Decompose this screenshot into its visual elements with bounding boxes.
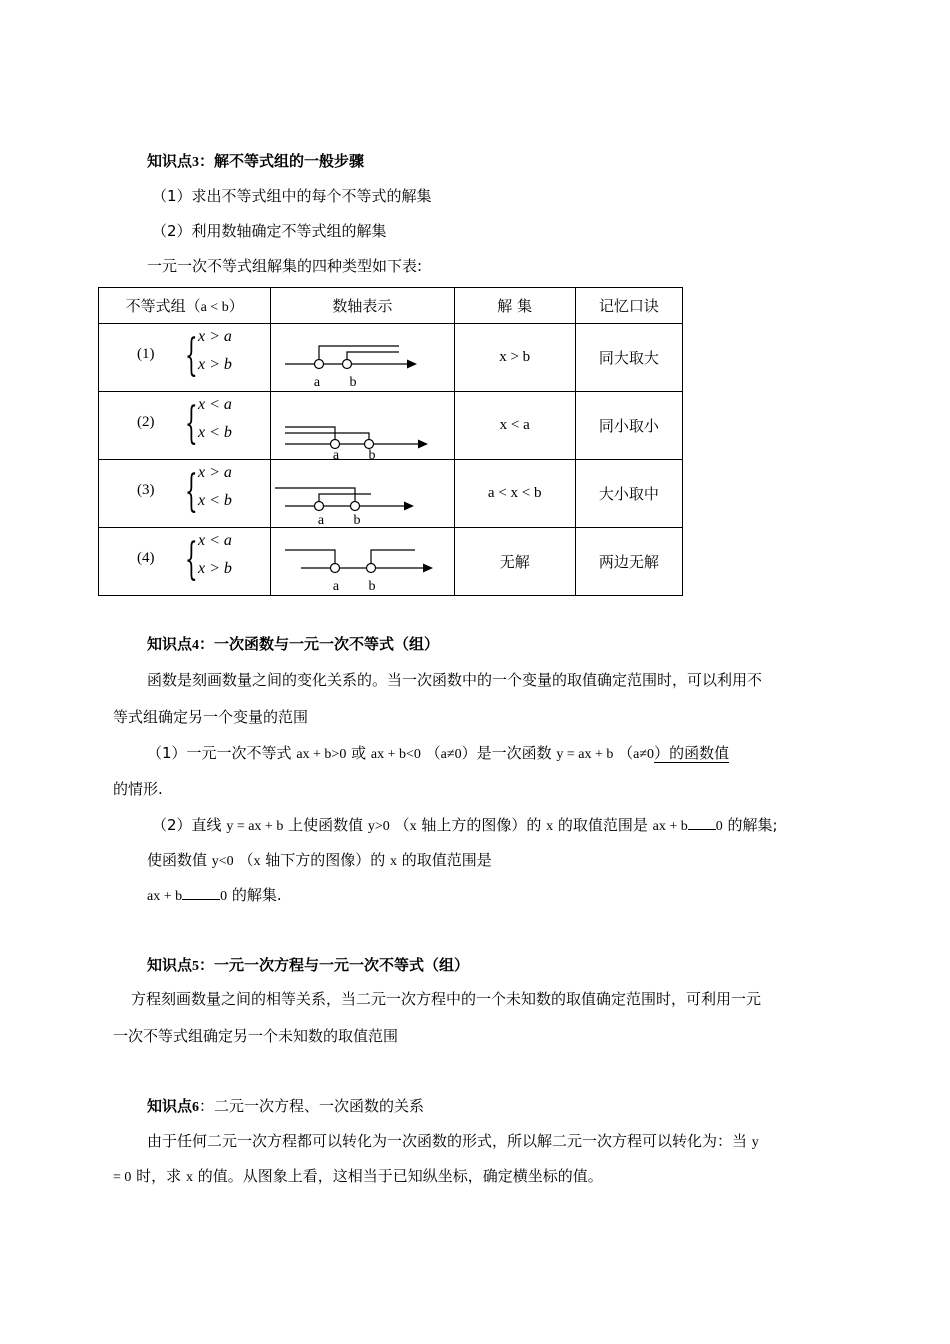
kp4-para-line-2: 等式组确定另一个变量的范围 xyxy=(113,708,309,726)
kp4-item-1-line-2: 的情形. xyxy=(113,780,163,798)
math-expr: y<0 xyxy=(211,854,234,869)
tick-label-a: a xyxy=(333,579,340,594)
text: 时，求 xyxy=(131,1167,186,1185)
kp6-num: 6 xyxy=(192,1100,200,1115)
math-expr: y = ax + b xyxy=(556,747,614,762)
mnemonic-cell: 大小取中 xyxy=(575,460,682,528)
math-expr: a≠0 xyxy=(440,747,462,762)
kp3-num: 3 xyxy=(192,155,200,170)
kp5-heading xyxy=(147,955,469,977)
math-expr: x xyxy=(409,819,417,834)
tick-label-b: b xyxy=(368,448,376,460)
text: 使函数值 xyxy=(147,851,212,869)
table-row xyxy=(99,324,683,392)
kp4-item-2-line-3 xyxy=(147,885,282,907)
text: 的解集; xyxy=(722,816,778,834)
range-x-lt-b xyxy=(285,433,369,439)
table-row xyxy=(99,528,683,596)
kp3-title: ：解不等式组的一般步骤 xyxy=(199,152,365,170)
kp3-heading xyxy=(147,151,364,173)
brace-symbol: { xyxy=(185,398,198,449)
inequality-table xyxy=(98,287,683,596)
system-cell xyxy=(99,324,271,392)
number-line-diagram xyxy=(271,324,454,392)
kp6-title: ：二元一次方程、一次函数的关系 xyxy=(199,1097,425,1115)
inequality-1: x > a xyxy=(198,328,232,345)
tick-label-a: a xyxy=(333,448,340,460)
inequality-2: x < b xyxy=(198,424,232,441)
text: ）的函数值 xyxy=(654,744,730,762)
math-expr: x xyxy=(390,854,398,869)
kp4-item-2 xyxy=(152,815,778,837)
table-row xyxy=(99,460,683,528)
number-line-cell xyxy=(271,528,454,596)
solution-cell: x < a xyxy=(454,392,575,460)
range-x-gt-b xyxy=(371,550,415,563)
kp5-num: 5 xyxy=(192,959,200,974)
kp3-step-1-num: （1） xyxy=(152,187,192,205)
axis-arrow xyxy=(423,564,433,573)
kp3-intro: 一元一次不等式组解集的四种类型如下表: xyxy=(147,257,423,275)
kp5-line-1: 方程刻画数量之间的相等关系，当二元一次方程中的一个未知数的取值确定范围时，可利用一元 xyxy=(131,990,762,1008)
header-number-line: 数轴表示 xyxy=(271,288,454,324)
text: 轴下方的图像）的 xyxy=(260,851,391,869)
header-solution: 解 集 xyxy=(454,288,575,324)
open-point-a xyxy=(315,502,324,511)
math-expr: 0 xyxy=(220,889,228,904)
row-label: (1) xyxy=(137,346,155,362)
kp6-line-2 xyxy=(113,1166,603,1188)
text: 的取值范围是 xyxy=(553,816,653,834)
math-expr: x xyxy=(185,1170,193,1185)
kp4-label: 知识点 xyxy=(147,635,193,653)
text: （1）一元一次不等式 xyxy=(147,744,297,762)
text: （ xyxy=(389,816,410,834)
brace-symbol: { xyxy=(185,330,198,381)
number-line-cell xyxy=(271,324,454,392)
kp6-label: 知识点 xyxy=(147,1097,193,1115)
math-expr: ax + b xyxy=(147,889,183,904)
tick-label-b: b xyxy=(353,513,361,528)
kp5-line-2: 一次不等式组确定另一个未知数的取值范围 xyxy=(113,1027,399,1045)
kp3-step-2 xyxy=(152,221,387,241)
number-line-cell xyxy=(271,392,454,460)
kp3-step-2-text: 利用数轴确定不等式组的解集 xyxy=(191,222,387,240)
range-x-gt-a xyxy=(319,494,371,501)
mnemonic-cell: 两边无解 xyxy=(575,528,682,596)
text: ）是一次函数 xyxy=(461,744,557,762)
inequality-1: x < a xyxy=(198,532,232,549)
table-header-row xyxy=(99,288,683,324)
system-cell xyxy=(99,392,271,460)
range-x-gt-b xyxy=(347,352,399,359)
text: 轴上方的图像）的 xyxy=(416,816,547,834)
kp4-para-line-1: 函数是刻画数量之间的变化关系的。当一次函数中的一个变量的取值确定范围时，可以利用不 xyxy=(147,671,763,689)
inequality-2: x > b xyxy=(198,560,232,577)
brace-symbol: { xyxy=(185,466,198,517)
text: 上使函数值 xyxy=(283,816,368,834)
text: 由于任何二元一次方程都可以转化为一次函数的形式，所以解二元一次方程可以转化为：当 xyxy=(147,1132,752,1150)
open-point-b xyxy=(351,502,360,511)
math-expr: x xyxy=(546,819,554,834)
brace-symbol: { xyxy=(185,534,198,585)
system-cell xyxy=(99,460,271,528)
open-point-b xyxy=(343,360,352,369)
axis-arrow xyxy=(418,440,428,449)
fill-blank[interactable] xyxy=(182,899,220,900)
kp6-heading xyxy=(147,1096,424,1118)
row-label: (4) xyxy=(137,550,155,566)
math-expr: ax + b xyxy=(652,819,688,834)
math-expr: y xyxy=(751,1135,759,1150)
axis-arrow xyxy=(404,502,414,511)
header-mnemonic: 记忆口诀 xyxy=(575,288,682,324)
tick-label-a: a xyxy=(318,513,325,528)
text: （ xyxy=(613,744,634,762)
math-expr: y>0 xyxy=(367,819,390,834)
open-point-a xyxy=(315,360,324,369)
mnemonic-cell: 同大取大 xyxy=(575,324,682,392)
math-expr: 0 xyxy=(715,819,723,834)
range-x-lt-a xyxy=(285,550,335,563)
kp3-label: 知识点 xyxy=(147,152,193,170)
math-expr: a≠0 xyxy=(633,747,655,762)
tick-label-b: b xyxy=(368,579,376,594)
text: （ xyxy=(420,744,441,762)
kp5-label: 知识点 xyxy=(147,956,193,974)
open-point-b xyxy=(367,564,376,573)
solution-cell: a < x < b xyxy=(454,460,575,528)
tick-label-a: a xyxy=(314,375,321,390)
kp3-step-2-num: （2） xyxy=(152,222,192,240)
kp3-step-1 xyxy=(152,186,432,206)
fill-blank[interactable] xyxy=(688,829,716,830)
kp4-num: 4 xyxy=(192,638,200,653)
solution-cell: 无解 xyxy=(454,528,575,596)
header-system-text: 不等式组（ xyxy=(125,297,201,315)
open-point-a xyxy=(331,564,340,573)
header-system xyxy=(99,288,271,324)
math-expr: y = ax + b xyxy=(226,819,284,834)
system-cell xyxy=(99,528,271,596)
math-expr: = 0 xyxy=(113,1170,132,1185)
inequality-1: x < a xyxy=(198,396,232,413)
text: 或 xyxy=(346,744,371,762)
math-expr: ax + b>0 xyxy=(296,747,347,762)
text: （2）直线 xyxy=(152,816,227,834)
row-label: (3) xyxy=(137,482,155,498)
kp6-line-1 xyxy=(147,1131,759,1153)
kp4-title: ：一次函数与一元一次不等式（组） xyxy=(199,635,440,653)
mnemonic-cell: 同小取小 xyxy=(575,392,682,460)
number-line-diagram xyxy=(271,528,454,596)
inequality-1: x > a xyxy=(198,464,232,481)
math-expr: ax + b<0 xyxy=(370,747,421,762)
inequality-2: x < b xyxy=(198,492,232,509)
text: 的值。从图象上看，这相当于已知纵坐标，确定横坐标的值。 xyxy=(192,1167,603,1185)
kp4-item-1 xyxy=(147,743,729,765)
solution-cell: x > b xyxy=(454,324,575,392)
math-expr: x xyxy=(253,854,261,869)
header-system-close: ） xyxy=(228,297,244,315)
number-line-cell xyxy=(271,460,454,528)
tick-label-b: b xyxy=(349,375,357,390)
text: 的取值范围是 xyxy=(397,851,492,869)
text: 的解集. xyxy=(227,886,282,904)
kp3-step-1-text: 求出不等式组中的每个不等式的解集 xyxy=(191,187,432,205)
axis-arrow xyxy=(407,360,417,369)
row-label: (2) xyxy=(137,414,155,430)
number-line-diagram xyxy=(271,392,454,460)
kp4-item-2-line-2 xyxy=(147,850,492,872)
number-line-diagram xyxy=(271,460,454,528)
table-row xyxy=(99,392,683,460)
kp4-heading xyxy=(147,634,439,656)
inequality-2: x > b xyxy=(198,356,232,373)
kp5-title: ：一元一次方程与一元一次不等式（组） xyxy=(199,956,470,974)
header-system-cond: a < b xyxy=(200,300,229,315)
text: （ xyxy=(233,851,254,869)
